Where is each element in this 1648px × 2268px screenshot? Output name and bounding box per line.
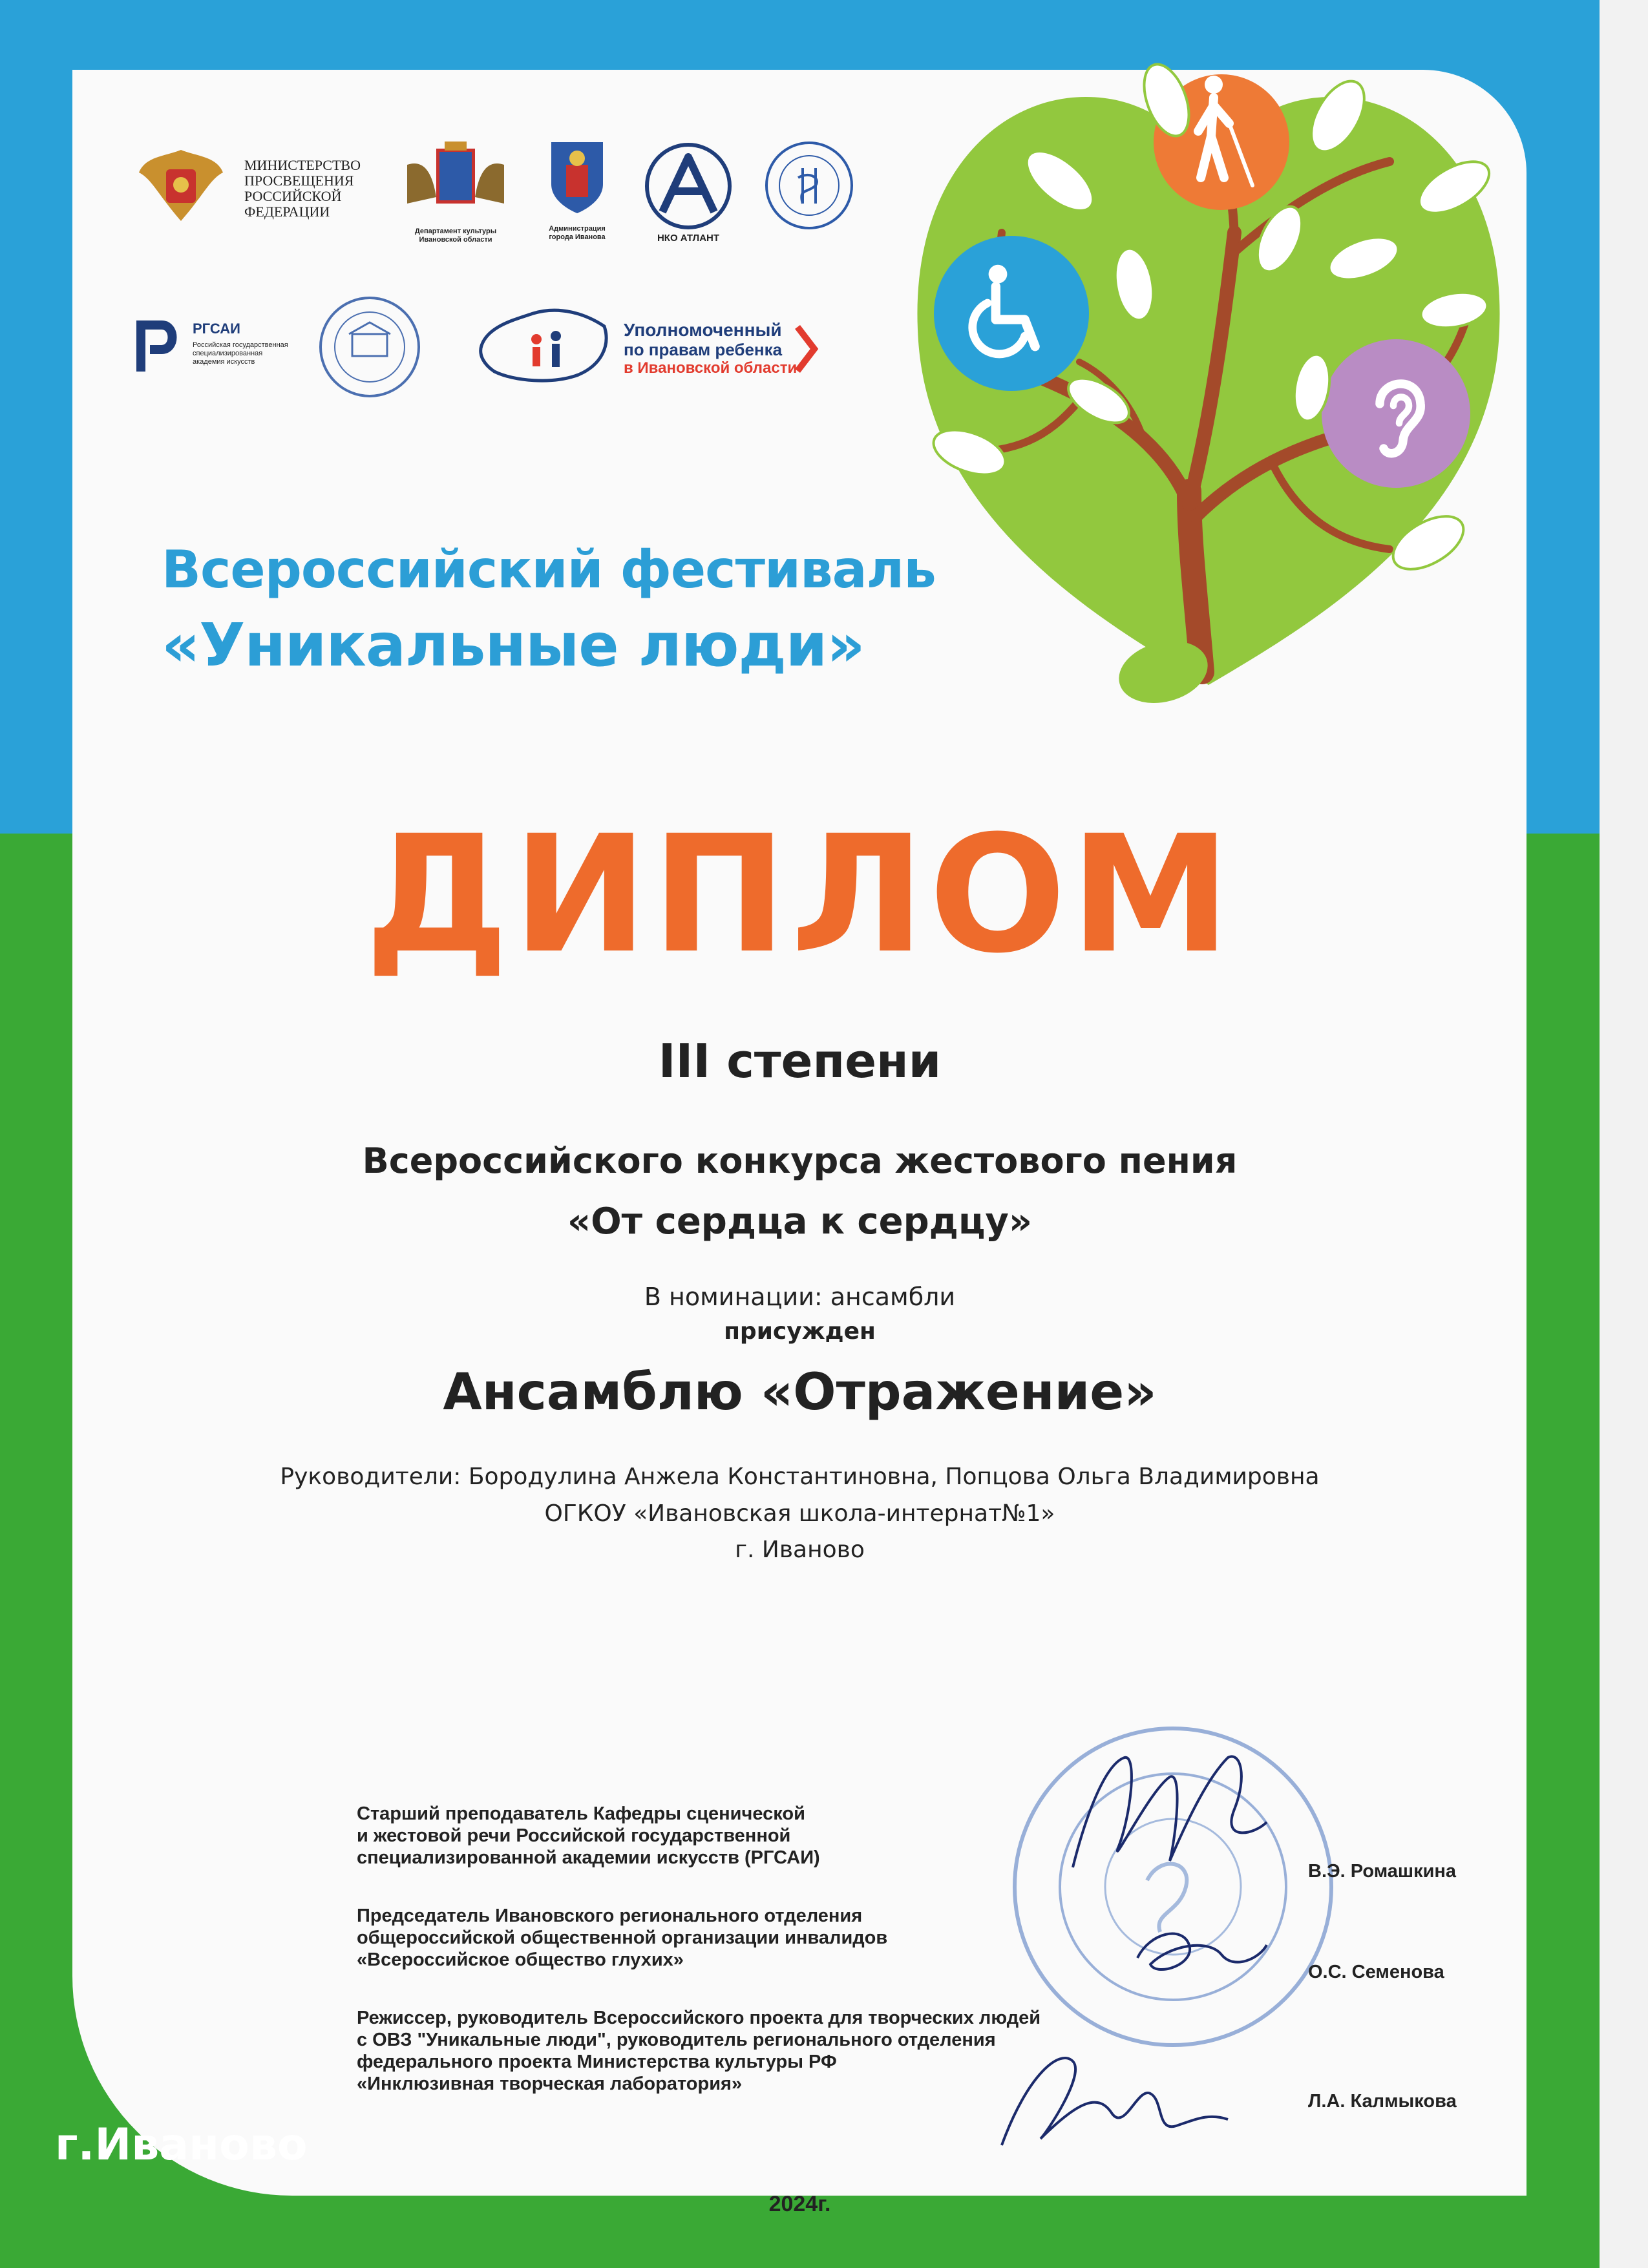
diploma-title: ДИПЛОМ [364, 801, 1235, 989]
signatory-2-name: О.С. Семенова [1308, 1962, 1444, 1982]
rgsai-logo-icon [136, 320, 181, 375]
city-admin-caption: Администрация города Иванова [549, 225, 606, 241]
ministry-logo-text: МИНИСТЕРСТВО ПРОСВЕЩЕНИЯ РОССИЙСКОЙ ФЕДЕРАЦИИ [244, 157, 361, 220]
town-text: г. Иваново [735, 1537, 865, 1563]
atlant-logo-icon [643, 141, 734, 231]
signatory-1-name: В.Э. Ромашкина [1308, 1861, 1457, 1882]
diploma-degree: III степени [658, 1034, 942, 1088]
recipient-name: Ансамблю «Отражение» [443, 1363, 1157, 1422]
university-seal-icon [317, 294, 423, 401]
ombudsman-line-1: Уполномоченный [624, 320, 782, 340]
leaders-text: Руководители: Бородулина Анжела Константиновна, Попцова Ольга Владимировна [280, 1464, 1320, 1490]
awarded-text: присужден [724, 1318, 876, 1345]
ombudsman-line-3: в Ивановской области [624, 359, 798, 377]
ministry-emblem-icon [132, 143, 229, 227]
ombudsman-chevron-icon [794, 323, 819, 375]
culture-center-logo-icon [763, 139, 856, 233]
ombudsman-line-2: по правам ребенка [624, 340, 783, 359]
contest-name-line-1: Всероссийского конкурса жестового пения [362, 1140, 1238, 1181]
ombudsman-region-map-icon [475, 300, 614, 391]
signatory-3-name: Л.А. Калмыкова [1308, 2091, 1457, 2112]
rgsai-logo-name: РГСАИ [193, 320, 240, 337]
footer-city: г.Иваново [55, 2119, 308, 2170]
ear-icon [1357, 365, 1441, 462]
city-admin-emblem-icon [548, 139, 606, 216]
signatory-3-position: Режиссер, руководитель Всероссийского проекта для творческих людей с ОВЗ "Уникальные люди", руководитель регионального отделения федерального проекта Министерства культуры РФ «Инклюзивная творческая лаборатория» [357, 2008, 1041, 2094]
festival-title-line-2: «Уникальные люди» [162, 611, 865, 680]
rgsai-logo-full: Российская государственная специализированная академия искусств [193, 341, 288, 366]
signatory-2-position: Председатель Ивановского регионального отделения общероссийской общественной организации инвалидов «Всероссийское общество глухих» [357, 1906, 888, 1970]
nomination-text: В номинации: ансамбли [644, 1283, 956, 1311]
scan-right-margin [1600, 0, 1648, 2268]
atlant-caption: НКО АТЛАНТ [657, 233, 720, 244]
culture-dept-emblem-icon [401, 139, 511, 223]
festival-title-line-1: Всероссийский фестиваль [162, 540, 936, 600]
culture-dept-caption: Департамент культуры Ивановской области [414, 227, 497, 244]
contest-name-line-2: «От сердца к сердцу» [567, 1201, 1033, 1243]
footer-year: 2024г. [768, 2192, 831, 2216]
school-text: ОГКОУ «Ивановская школа-интернат№1» [544, 1500, 1055, 1527]
blind-person-icon [1183, 74, 1260, 191]
wheelchair-icon [956, 262, 1060, 365]
signatory-1-position: Старший преподаватель Кафедры сценической и жестовой речи Российской государственной специализированной академии искусств (РГСАИ) [357, 1803, 820, 1868]
